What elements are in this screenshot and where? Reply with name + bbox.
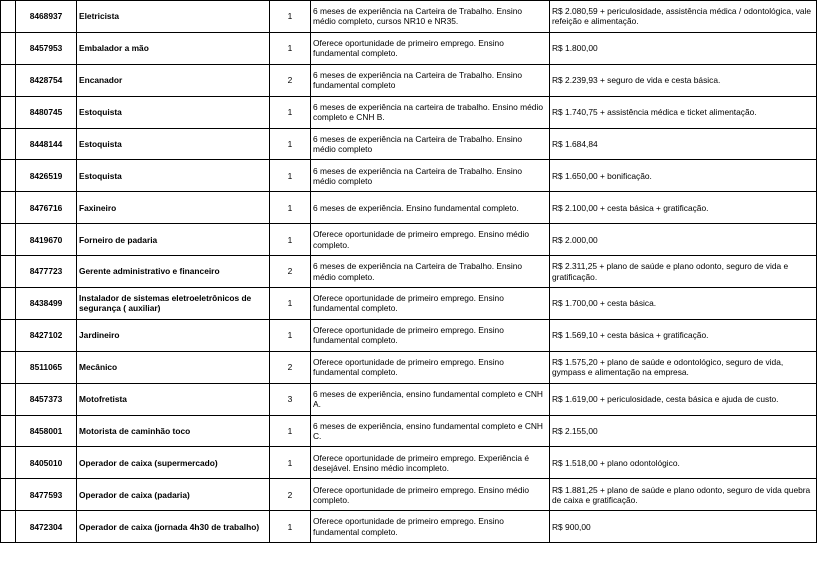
job-code-cell: 8458001 [16,415,77,447]
table-row [1,288,817,320]
requirements-cell: 6 meses de experiência na carteira de trabalho. Ensino médio completo e CNH B. [311,96,550,128]
job-title-cell: Operador de caixa (jornada 4h30 de trabalho) [77,511,270,543]
requirements-cell: 6 meses de experiência na Carteira de Trabalho. Ensino médio completo [311,128,550,160]
vacancies-cell: 3 [270,383,311,415]
table-row [1,224,817,256]
job-code-cell: 8457373 [16,383,77,415]
table-row [1,1,817,33]
table-row [1,160,817,192]
salary-benefits-cell: R$ 1.575,20 + plano de saúde e odontológico, seguro de vida, gympass e alimentação na empresa. [550,351,817,383]
requirements-cell: 6 meses de experiência. Ensino fundamental completo. [311,192,550,224]
table-row [1,415,817,447]
table-row [1,351,817,383]
requirements-cell: Oferece oportunidade de primeiro emprego. Ensino médio completo. [311,479,550,511]
row-marker-cell [1,32,16,64]
row-marker-cell [1,1,16,33]
table-row [1,447,817,479]
salary-benefits-cell: R$ 2.080,59 + periculosidade, assistência médica / odontológica, vale refeição e alimentação. [550,1,817,33]
job-code-cell: 8438499 [16,288,77,320]
table-row [1,96,817,128]
job-title-cell: Operador de caixa (padaria) [77,479,270,511]
requirements-cell: 6 meses de experiência, ensino fundamental completo e CNH C. [311,415,550,447]
salary-benefits-cell: R$ 2.100,00 + cesta básica + gratificação. [550,192,817,224]
row-marker-cell [1,415,16,447]
salary-benefits-cell: R$ 1.569,10 + cesta básica + gratificação. [550,319,817,351]
salary-benefits-cell: R$ 1.881,25 + plano de saúde e plano odonto, seguro de vida quebra de caixa e gratificação. [550,479,817,511]
job-title-cell: Instalador de sistemas eletroeletrônicos de segurança ( auxiliar) [77,288,270,320]
table-row [1,64,817,96]
job-code-cell: 8419670 [16,224,77,256]
job-title-cell: Faxineiro [77,192,270,224]
row-marker-cell [1,160,16,192]
table-row [1,256,817,288]
job-title-cell: Operador de caixa (supermercado) [77,447,270,479]
job-code-cell: 8427102 [16,319,77,351]
vacancies-cell: 1 [270,32,311,64]
requirements-cell: Oferece oportunidade de primeiro emprego. Experiência é desejável. Ensino médio incompleto. [311,447,550,479]
job-title-cell: Encanador [77,64,270,96]
requirements-cell: Oferece oportunidade de primeiro emprego. Ensino fundamental completo. [311,511,550,543]
job-code-cell: 8476716 [16,192,77,224]
table-row [1,32,817,64]
vacancies-cell: 2 [270,256,311,288]
row-marker-cell [1,64,16,96]
salary-benefits-cell: R$ 2.155,00 [550,415,817,447]
job-title-cell: Embalador a mão [77,32,270,64]
vacancies-cell: 1 [270,96,311,128]
job-code-cell: 8428754 [16,64,77,96]
job-title-cell: Eletricista [77,1,270,33]
salary-benefits-cell: R$ 1.619,00 + periculosidade, cesta básica e ajuda de custo. [550,383,817,415]
job-title-cell: Estoquista [77,96,270,128]
salary-benefits-cell: R$ 1.684,84 [550,128,817,160]
job-code-cell: 8480745 [16,96,77,128]
job-title-cell: Estoquista [77,128,270,160]
vacancies-cell: 1 [270,511,311,543]
vacancies-cell: 1 [270,128,311,160]
salary-benefits-cell: R$ 2.311,25 + plano de saúde e plano odonto, seguro de vida e gratificação. [550,256,817,288]
job-code-cell: 8405010 [16,447,77,479]
vacancies-cell: 1 [270,192,311,224]
job-code-cell: 8477593 [16,479,77,511]
row-marker-cell [1,128,16,160]
job-title-cell: Forneiro de padaria [77,224,270,256]
vacancies-cell: 2 [270,351,311,383]
job-title-cell: Motorista de caminhão toco [77,415,270,447]
row-marker-cell [1,224,16,256]
salary-benefits-cell: R$ 1.740,75 + assistência médica e ticket alimentação. [550,96,817,128]
table-row [1,128,817,160]
requirements-cell: 6 meses de experiência na Carteira de Trabalho. Ensino médio completo [311,160,550,192]
salary-benefits-cell: R$ 1.650,00 + bonificação. [550,160,817,192]
job-title-cell: Gerente administrativo e financeiro [77,256,270,288]
row-marker-cell [1,319,16,351]
vacancies-cell: 1 [270,319,311,351]
requirements-cell: Oferece oportunidade de primeiro emprego. Ensino fundamental completo. [311,351,550,383]
requirements-cell: 6 meses de experiência, ensino fundamental completo e CNH A. [311,383,550,415]
salary-benefits-cell: R$ 900,00 [550,511,817,543]
salary-benefits-cell: R$ 2.239,93 + seguro de vida e cesta básica. [550,64,817,96]
row-marker-cell [1,351,16,383]
row-marker-cell [1,511,16,543]
job-title-cell: Jardineiro [77,319,270,351]
vacancies-cell: 1 [270,415,311,447]
job-code-cell: 8457953 [16,32,77,64]
job-code-cell: 8448144 [16,128,77,160]
table-row [1,383,817,415]
job-code-cell: 8511065 [16,351,77,383]
vacancies-cell: 1 [270,224,311,256]
row-marker-cell [1,256,16,288]
row-marker-cell [1,192,16,224]
job-code-cell: 8477723 [16,256,77,288]
requirements-cell: 6 meses de experiência na Carteira de Trabalho. Ensino médio completo. [311,256,550,288]
vacancies-cell: 2 [270,479,311,511]
job-title-cell: Motofretista [77,383,270,415]
job-code-cell: 8468937 [16,1,77,33]
job-code-cell: 8472304 [16,511,77,543]
table-row [1,192,817,224]
vacancies-cell: 1 [270,160,311,192]
table-row [1,479,817,511]
vacancies-cell: 1 [270,447,311,479]
row-marker-cell [1,447,16,479]
salary-benefits-cell: R$ 1.700,00 + cesta básica. [550,288,817,320]
requirements-cell: 6 meses de experiência na Carteira de Trabalho. Ensino médio completo, cursos NR10 e NR35. [311,1,550,33]
job-title-cell: Estoquista [77,160,270,192]
vacancies-cell: 1 [270,1,311,33]
requirements-cell: Oferece oportunidade de primeiro emprego. Ensino fundamental completo. [311,288,550,320]
salary-benefits-cell: R$ 1.518,00 + plano odontológico. [550,447,817,479]
requirements-cell: Oferece oportunidade de primeiro emprego. Ensino fundamental completo. [311,32,550,64]
requirements-cell: 6 meses de experiência na Carteira de Trabalho. Ensino fundamental completo [311,64,550,96]
salary-benefits-cell: R$ 2.000,00 [550,224,817,256]
requirements-cell: Oferece oportunidade de primeiro emprego. Ensino fundamental completo. [311,319,550,351]
vacancies-cell: 2 [270,64,311,96]
job-listings-body [1,1,817,543]
row-marker-cell [1,96,16,128]
job-code-cell: 8426519 [16,160,77,192]
row-marker-cell [1,479,16,511]
requirements-cell: Oferece oportunidade de primeiro emprego. Ensino médio completo. [311,224,550,256]
row-marker-cell [1,383,16,415]
table-row [1,319,817,351]
row-marker-cell [1,288,16,320]
salary-benefits-cell: R$ 1.800,00 [550,32,817,64]
job-title-cell: Mecânico [77,351,270,383]
vacancies-cell: 1 [270,288,311,320]
table-row [1,511,817,543]
